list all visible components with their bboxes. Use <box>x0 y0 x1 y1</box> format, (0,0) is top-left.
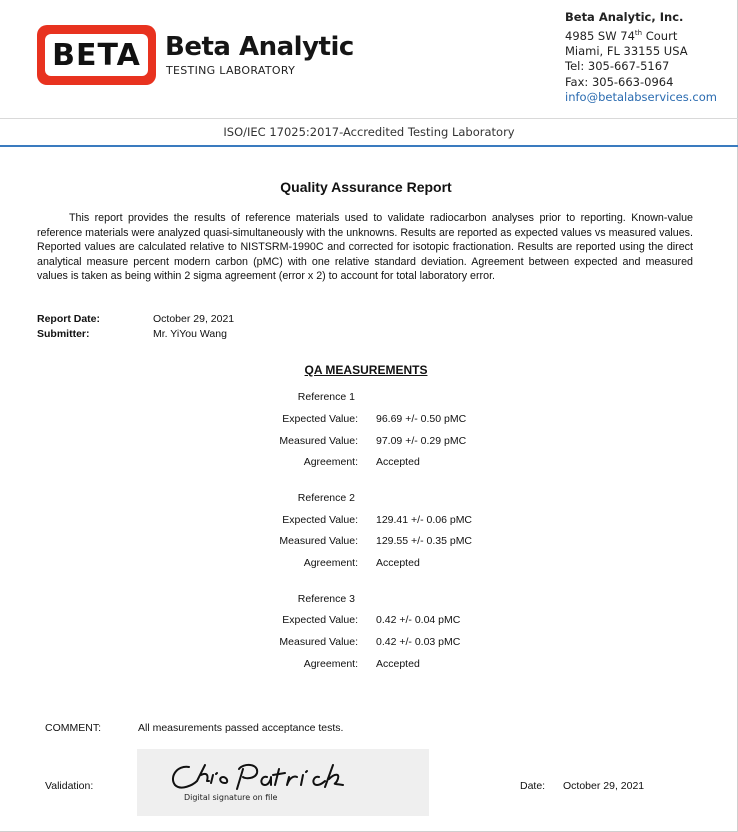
agreement-label: Agreement: <box>303 658 358 670</box>
qa-heading: QA MEASUREMENTS <box>304 363 428 377</box>
expected-value: 129.41 +/- 0.06 pMC <box>376 514 473 526</box>
contact-block <box>565 10 717 106</box>
accent-divider <box>0 145 738 147</box>
date-value: October 29, 2021 <box>563 780 645 792</box>
signature-name: Chris Patrick <box>167 759 173 760</box>
header-divider <box>0 118 738 119</box>
signature-caption: Digital signature on file <box>184 793 278 802</box>
measured-label: Measured Value: <box>279 636 358 648</box>
expected-value: 96.69 +/- 0.50 pMC <box>376 413 467 425</box>
reference-title: Reference 3 <box>297 593 355 605</box>
comment-text: All measurements passed acceptance tests. <box>138 722 344 734</box>
submitter-label: Submitter: <box>37 328 90 340</box>
report-date-value: October 29, 2021 <box>153 313 235 325</box>
street-ordinal: th <box>634 28 643 37</box>
expected-value: 0.42 +/- 0.04 pMC <box>376 614 461 626</box>
company-name: Beta Analytic, Inc. <box>565 10 684 24</box>
accreditation-text: ISO/IEC 17025:2017-Accredited Testing Laboratory <box>223 125 515 139</box>
street-number: 4985 SW 74 <box>565 28 635 43</box>
comment-label: COMMENT: <box>45 722 101 734</box>
expected-label: Expected Value: <box>282 614 358 626</box>
expected-label: Expected Value: <box>282 413 358 425</box>
reference-title: Reference 2 <box>297 492 355 504</box>
street-address <box>565 26 717 44</box>
report-title: Quality Assurance Report <box>280 179 452 195</box>
agreement-value: Accepted <box>376 557 420 569</box>
measured-label: Measured Value: <box>279 435 358 447</box>
brand-name: Beta Analytic <box>165 32 354 62</box>
city-line: Miami, FL 33155 USA <box>565 43 688 58</box>
reference-title: Reference 1 <box>297 391 355 403</box>
intro-paragraph: This report provides the results of reference materials used to validate radiocarbon analyses prior to reporting. Known-value reference materials were analyzed quasi-simultaneously with the unknowns. Results are reported as expected values vs measured values. Reported values are calculated relative to NISTSRM-1990C and corrected for isotopic fractionation. Results are reported using the direct analytical measure percent modern carbon (pMC) with one relative standard deviation. Agreement between expected and measured values is taken as being within 2 sigma agreement (error x 2) to account for total laboratory error. <box>37 212 693 283</box>
measured-value: 97.09 +/- 0.29 pMC <box>376 435 467 447</box>
tel-line: Tel: 305-667-5167 <box>565 59 670 74</box>
handwritten-signature <box>167 759 407 793</box>
measured-value: 0.42 +/- 0.03 pMC <box>376 636 461 648</box>
expected-label: Expected Value: <box>282 514 358 526</box>
agreement-label: Agreement: <box>303 456 358 468</box>
validation-label: Validation: <box>45 780 94 792</box>
measured-value: 129.55 +/- 0.35 pMC <box>376 535 473 547</box>
agreement-value: Accepted <box>376 658 420 670</box>
beta-logo <box>37 25 156 85</box>
report-date-label: Report Date: <box>37 313 101 325</box>
measured-label: Measured Value: <box>279 535 358 547</box>
signature-box <box>137 749 429 816</box>
submitter-value: Mr. YiYou Wang <box>153 328 227 340</box>
fax-line: Fax: 305-663-0964 <box>565 74 674 89</box>
email-link[interactable]: info@betalabservices.com <box>565 90 717 105</box>
street-name: Court <box>642 28 678 43</box>
logo-text: BETA <box>52 37 141 73</box>
brand-subtitle: TESTING LABORATORY <box>166 64 296 77</box>
agreement-label: Agreement: <box>303 557 358 569</box>
date-label: Date: <box>520 780 546 792</box>
agreement-value: Accepted <box>376 456 420 468</box>
logo-inner-panel <box>45 34 148 76</box>
